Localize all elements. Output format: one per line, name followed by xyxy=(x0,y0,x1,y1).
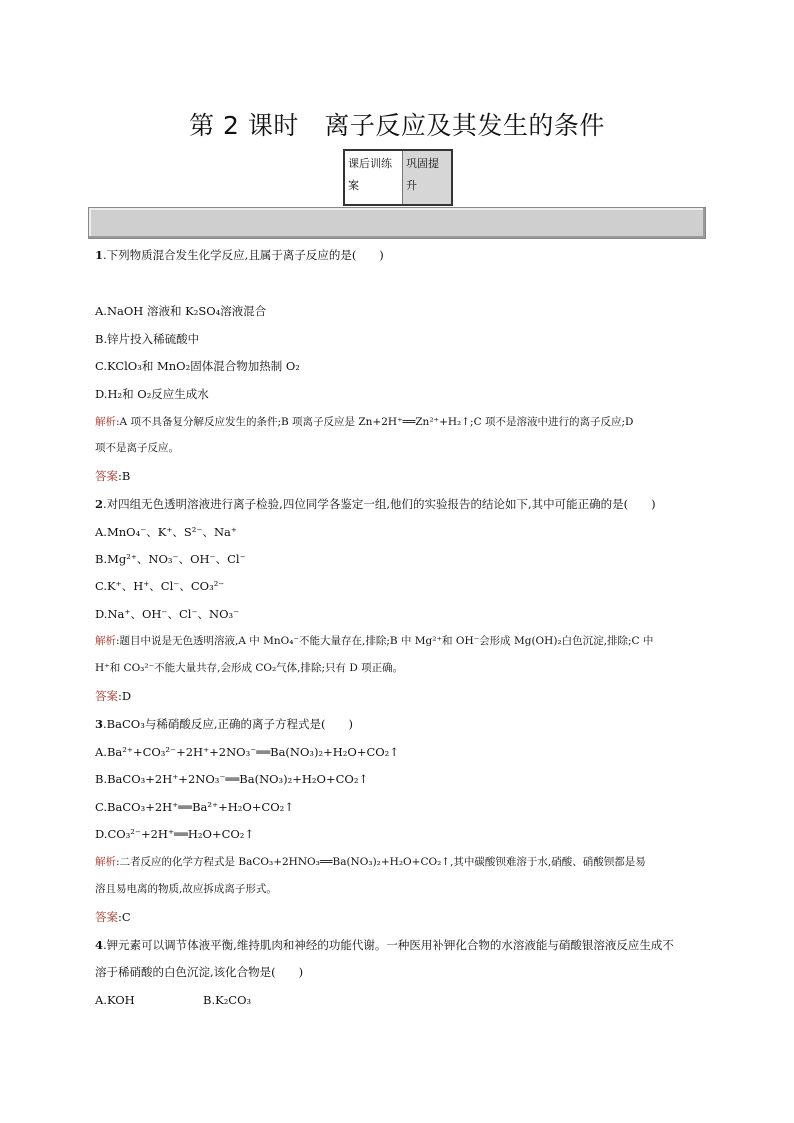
question-3-stem: 3.BaCO₃与稀硝酸反应,正确的离子方程式是( ) xyxy=(95,717,353,731)
question-2-option-a: A.MnO₄⁻、K⁺、S²⁻、Na⁺ xyxy=(95,525,237,539)
question-2-answer: 答案:D xyxy=(95,689,132,703)
question-3-option-b: B.BaCO₃+2H⁺+2NO₃⁻══Ba(NO₃)₂+H₂O+CO₂↑ xyxy=(95,772,369,786)
question-4-option-a: A.KOH xyxy=(95,993,135,1007)
question-3-analysis: 解析:二者反应的化学方程式是 BaCO₃+2HNO₃══Ba(NO₃)₂+H₂O+CO₂↑,其中碳酸钡难溶于水,硝酸、硝酸钡都是易 xyxy=(95,856,646,868)
question-1-analysis-cont: 项不是离子反应。 xyxy=(95,442,179,454)
question-1-stem: 1.下列物质混合发生化学反应,且属于离子反应的是( ) xyxy=(95,248,384,262)
tag-right: 巩固提升 xyxy=(403,151,451,204)
question-3-answer: 答案:C xyxy=(95,910,131,924)
question-1-answer: 答案:B xyxy=(95,469,131,483)
question-3-option-a: A.Ba²⁺+CO₃²⁻+2H⁺+2NO₃⁻══Ba(NO₃)₂+H₂O+CO₂↑ xyxy=(95,745,399,759)
question-4-stem: 4.钾元素可以调节体液平衡,维持肌肉和神经的功能代谢。一种医用补钾化合物的水溶液能与硝酸银溶液反应生成不 xyxy=(95,938,674,952)
section-bar xyxy=(88,207,706,239)
question-2-option-d: D.Na⁺、OH⁻、Cl⁻、NO₃⁻ xyxy=(95,607,240,621)
question-3-option-c: C.BaCO₃+2H⁺══Ba²⁺+H₂O+CO₂↑ xyxy=(95,800,294,814)
question-2-option-b: B.Mg²⁺、NO₃⁻、OH⁻、Cl⁻ xyxy=(95,552,246,566)
question-3-option-d: D.CO₃²⁻+2H⁺══H₂O+CO₂↑ xyxy=(95,827,255,841)
question-1-option-b: B.锌片投入稀硫酸中 xyxy=(95,332,200,346)
question-1-option-c: C.KClO₃和 MnO₂固体混合物加热制 O₂ xyxy=(95,359,300,373)
question-3-analysis-cont: 溶且易电离的物质,故应拆成离子形式。 xyxy=(95,883,277,895)
question-1-analysis: 解析:A 项不具备复分解反应发生的条件;B 项离子反应是 Zn+2H⁺══Zn²⁺+H₂↑;C 项不是溶液中进行的离子反应;D xyxy=(95,416,634,428)
question-1-option-a: A.NaOH 溶液和 K₂SO₄溶液混合 xyxy=(95,304,267,318)
question-2-stem: 2.对四组无色透明溶液进行离子检验,四位同学各鉴定一组,他们的实验报告的结论如下,其中可能正确的是( ) xyxy=(95,497,656,511)
question-2-option-c: C.K⁺、H⁺、Cl⁻、CO₃²⁻ xyxy=(95,579,225,593)
section-tag xyxy=(343,149,453,206)
tag-left: 课后训练案 xyxy=(345,151,403,204)
question-1-option-d: D.H₂和 O₂反应生成水 xyxy=(95,387,209,401)
page-title: 第 2 课时 离子反应及其发生的条件 xyxy=(189,111,605,140)
question-2-analysis-cont: H⁺和 CO₃²⁻不能大量共存,会形成 CO₂气体,排除;只有 D 项正确。 xyxy=(95,662,404,674)
question-4-stem-cont: 溶于稀硝酸的白色沉淀,该化合物是( ) xyxy=(95,965,304,979)
question-4-option-b: B.K₂CO₃ xyxy=(203,993,252,1007)
question-2-analysis: 解析:题目中说是无色透明溶液,A 中 MnO₄⁻不能大量存在,排除;B 中 Mg²⁺和 OH⁻会形成 Mg(OH)₂白色沉淀,排除;C 中 xyxy=(95,635,654,647)
